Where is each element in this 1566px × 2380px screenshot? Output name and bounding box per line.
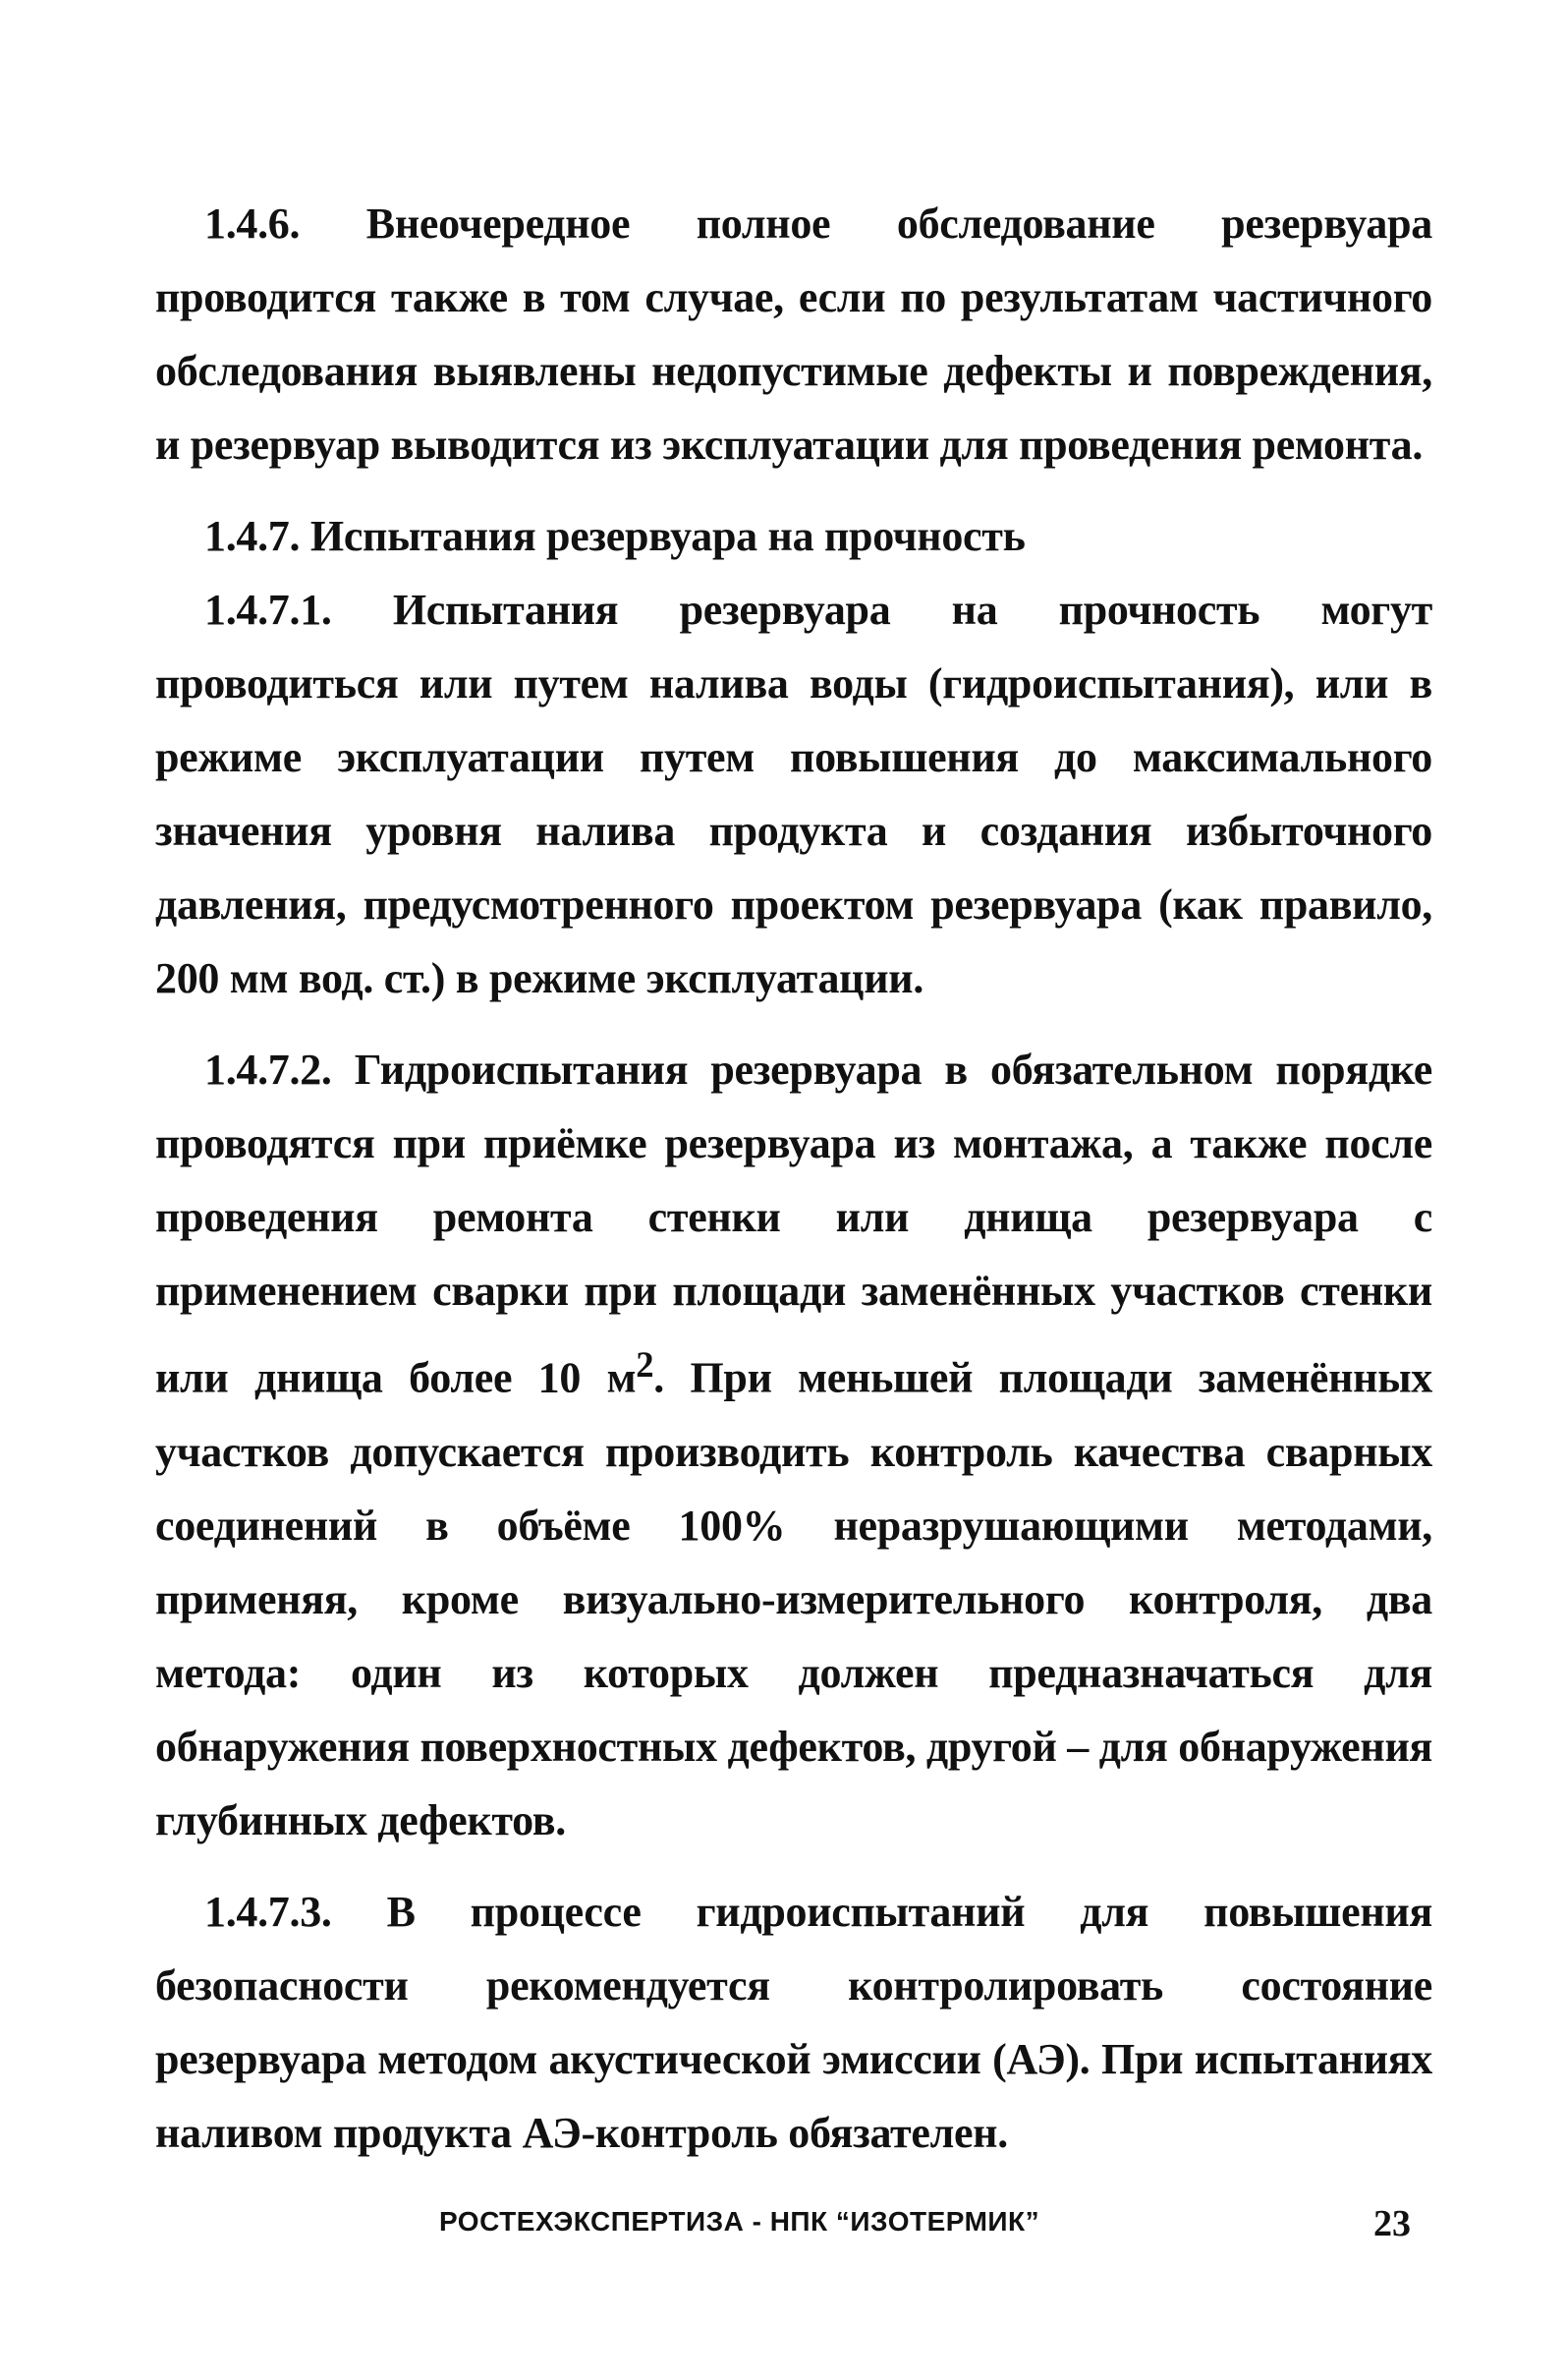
paragraph-text: В процессе гидроиспытаний для повышения безопасности рекомендуется контролировать состояние резервуара методом акустической эмиссии (АЭ). При испытаниях наливом продукта АЭ-контроль обязателен. — [155, 1887, 1432, 2157]
footer-organization: РОСТЕХЭКСПЕРТИЗА - НПК “ИЗОТЕРМИК” — [439, 2206, 1040, 2237]
section-number: 1.4.6. — [204, 199, 301, 248]
section-number: 1.4.7.3. — [204, 1887, 332, 1936]
page-number: 23 — [1373, 2203, 1411, 2244]
superscript: 2 — [636, 1344, 654, 1385]
paragraph-1-4-7-3 — [155, 1875, 1432, 2170]
paragraph-1-4-6 — [155, 187, 1432, 482]
paragraph-1-4-7-2 — [155, 1033, 1432, 1857]
paragraph-text: Гидроиспытания резервуара в обязательном порядке проводятся при приёмке резервуара из монтажа, а также после проведения ремонта стенки или днища резервуара с применением сварки при площади заменённых участков стенки или днища более 10 м — [155, 1046, 1432, 1402]
section-heading: Испытания резервуара на прочность — [300, 512, 1026, 560]
paragraph-text: Внеочередное полное обследование резервуара проводится также в том случае, если по результатам частичного обследования выявлены недопустимые дефекты и повреждения, и резервуар выводится из эксплуатации для проведения ремонта. — [155, 199, 1432, 469]
document-body — [155, 187, 1432, 2170]
paragraph-1-4-7-1 — [155, 573, 1432, 1015]
section-number: 1.4.7.2. — [204, 1046, 332, 1094]
section-number: 1.4.7. — [204, 512, 301, 560]
paragraph-text: Испытания резервуара на прочность могут проводиться или путем налива воды (гидроиспытания), или в режиме эксплуатации путем повышения до максимального значения уровня налива продукта и создания избыточного давления, предусмотренного проектом резервуара (как правило, 200 мм вод. ст.) в режиме эксплуатации. — [155, 586, 1432, 1002]
paragraph-text-continued: . При меньшей площади заменённых участков допускается производить контроль качества сварных соединений в объёме 100% неразрушающими методами, применяя, кроме визуально-измерительного контроля, два метода: один из которых должен предназначаться для обнаружения поверхностных дефектов, другой – для обнаружения глубинных дефектов. — [155, 1353, 1432, 1844]
paragraph-1-4-7-heading — [155, 499, 1432, 573]
section-number: 1.4.7.1. — [204, 586, 332, 634]
page-footer — [0, 2203, 1566, 2245]
